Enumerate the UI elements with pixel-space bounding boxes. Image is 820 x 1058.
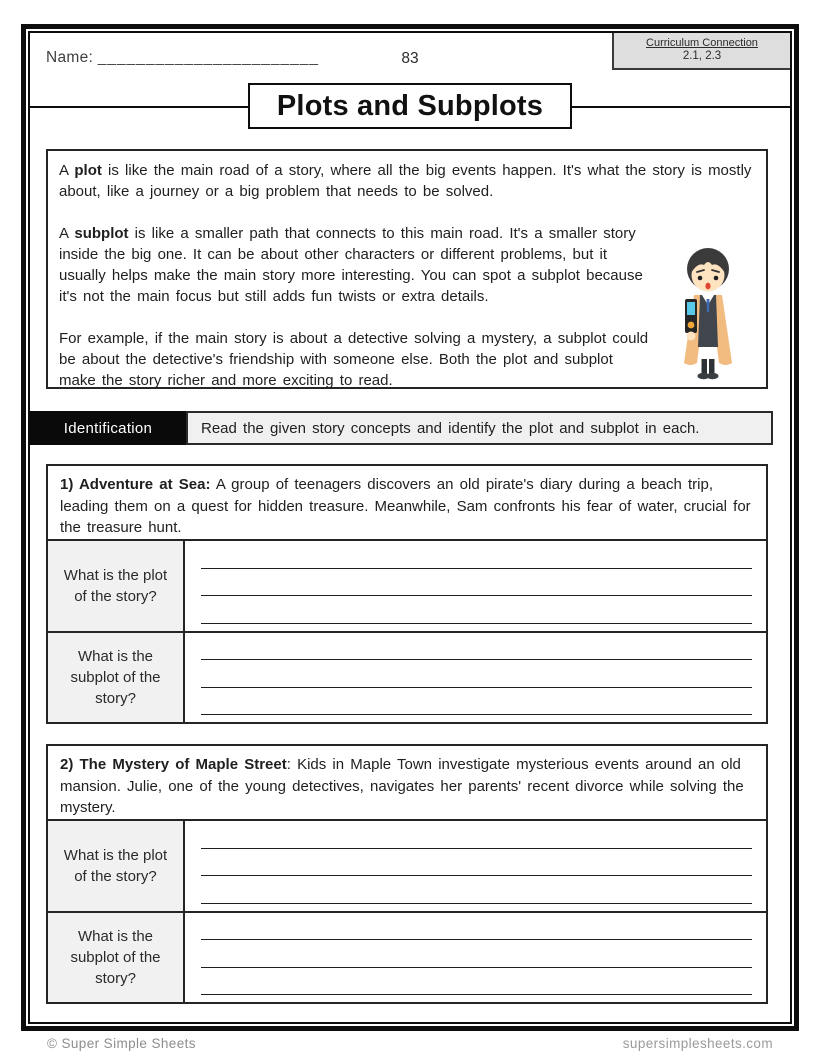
- curriculum-connection-codes: 2.1, 2.3: [682, 50, 722, 62]
- question-1-title: 1) Adventure at Sea:: [60, 476, 211, 493]
- answer-line[interactable]: [201, 940, 752, 968]
- answer-area-plot: [185, 541, 766, 631]
- table-row-plot: [48, 819, 766, 911]
- answer-line[interactable]: [201, 849, 752, 877]
- detective-icon: [662, 241, 754, 381]
- intro-paragraph-example: For example, if the main story is about a detective solving a mystery, a subplot could be about the detective's friendship with someone else. Both the plot and subplot make the story richer and more exciting to read.: [59, 330, 649, 389]
- name-input-line[interactable]: _______________________: [97, 49, 320, 66]
- plot-term: plot: [74, 162, 102, 179]
- section-label-identification: Identification: [30, 411, 186, 445]
- worksheet-border: [21, 24, 799, 1031]
- question-2-table: [48, 819, 766, 1002]
- row-label-subplot: What is the subplot of the story?: [48, 913, 185, 1003]
- question-2-text: 2) The Mystery of Maple Street: Kids in Maple Town investigate mysterious events around an old mansion. Julie, one of the young detectives, navigates her parents' recent divorce while solving the mystery.: [60, 756, 744, 816]
- answer-line[interactable]: [201, 821, 752, 849]
- section-instruction: Read the given story concepts and identify the plot and subplot in each.: [186, 411, 773, 445]
- table-row-subplot: [48, 911, 766, 1003]
- answer-line[interactable]: [201, 596, 752, 624]
- page-title: Plots and Subplots: [248, 83, 572, 129]
- curriculum-connection-box: [612, 33, 790, 70]
- row-label-plot: What is the plot of the story?: [48, 541, 185, 631]
- answer-line[interactable]: [201, 541, 752, 569]
- row-label-subplot: What is the subplot of the story?: [48, 633, 185, 723]
- answer-area-subplot: [185, 913, 766, 1003]
- answer-line[interactable]: [201, 660, 752, 688]
- question-1-text: 1) Adventure at Sea: A group of teenagers discovers an old pirate's diary during a beach trip, leading them on a quest for hidden treasure. Meanwhile, Sam confronts his fear of water, crucial for the treasure hunt.: [60, 476, 751, 536]
- answer-line[interactable]: [201, 688, 752, 716]
- detective-illustration: [661, 223, 755, 381]
- table-row-subplot: [48, 631, 766, 723]
- magnifier-icon: [685, 299, 697, 333]
- answer-line[interactable]: [201, 569, 752, 597]
- website-url: supersimplesheets.com: [622, 1036, 773, 1051]
- page-number: 83: [401, 50, 419, 67]
- intro-paragraph-subplot: A subplot is like a smaller path that connects to this main road. It's a smaller story inside the big one. It can be about other characters or different problems, but it usually helps make the main story more interesting. You can spot a subplot because it's not the main focus but still adds fun twists or extra details.: [59, 225, 643, 305]
- intro-definition-box: [46, 149, 768, 389]
- question-1-table: [48, 539, 766, 722]
- answer-area-plot: [185, 821, 766, 911]
- intro-paragraph-plot: A plot is like the main road of a story, where all the big events happen. It's what the story is mostly about, like a journey or a big problem that needs to be solved.: [59, 162, 752, 200]
- answer-line[interactable]: [201, 913, 752, 941]
- question-box-1: [46, 464, 768, 724]
- copyright-text: © Super Simple Sheets: [47, 1036, 196, 1051]
- row-label-plot: What is the plot of the story?: [48, 821, 185, 911]
- curriculum-connection-title: Curriculum Connection: [646, 37, 758, 49]
- name-label: Name:: [46, 49, 94, 66]
- question-box-2: [46, 744, 768, 1004]
- question-2-title: 2) The Mystery of Maple Street: [60, 756, 287, 773]
- answer-line[interactable]: [201, 968, 752, 996]
- table-row-plot: [48, 539, 766, 631]
- worksheet-inner-border: [28, 31, 792, 1024]
- answer-area-subplot: [185, 633, 766, 723]
- subplot-term: subplot: [74, 225, 129, 242]
- answer-line[interactable]: [201, 633, 752, 661]
- answer-line[interactable]: [201, 876, 752, 904]
